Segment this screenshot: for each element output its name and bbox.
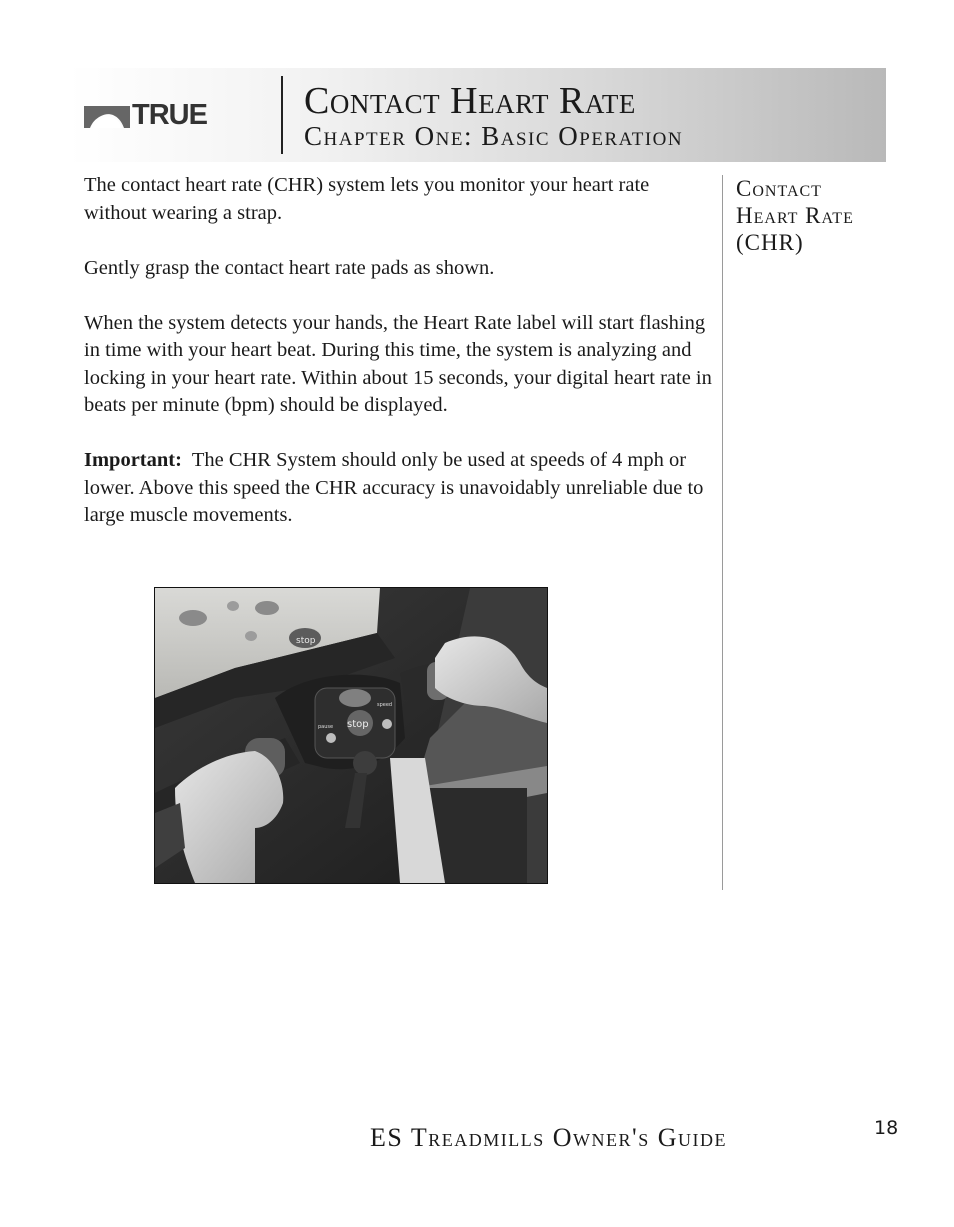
handlebar-speed-label: speed (377, 702, 393, 708)
page-title: Contact Heart Rate (304, 80, 636, 122)
body-text (84, 172, 712, 557)
header-divider (281, 76, 283, 154)
footer-guide-title: ES Treadmills Owner's Guide (370, 1123, 727, 1152)
sidebar-line-1: Contact (736, 176, 822, 201)
paragraph-intro: The contact heart rate (CHR) system lets you monitor your heart rate without wearing a strap. (84, 174, 650, 224)
sidebar-rule (722, 175, 723, 890)
sidebar-line-3: (CHR) (736, 230, 804, 255)
paragraph-grasp: Gently grasp the contact heart rate pads as shown. (84, 256, 495, 279)
paragraph-important (84, 447, 712, 530)
sidebar-line-2: Heart Rate (736, 203, 854, 228)
chapter-subtitle: Chapter One: Basic Operation (304, 121, 684, 151)
handlebar-stop-label: stop (347, 719, 369, 730)
chr-photo (154, 587, 548, 884)
important-label: Important: (84, 449, 182, 471)
important-text: The CHR System should only be used at speeds of 4 mph or lower. Above this speed the CHR accuracy is unavoidably unreliable due to large muscle movements. (84, 449, 704, 526)
true-logo-mark-icon (84, 102, 130, 128)
paragraph-detection: When the system detects your hands, the Heart Rate label will start flashing in time with your heart beat. During this time, the system is analyzing and locking in your heart rate. Within about 15 seconds, your digital heart rate in beats per minute (bpm) should be displayed. (84, 311, 712, 416)
chr-photo-illustration (155, 588, 547, 883)
true-logo (84, 99, 254, 131)
handlebar-pause-label: pause (318, 724, 334, 730)
page-number: 18 (874, 1117, 899, 1139)
sidebar-topic (736, 175, 906, 256)
console-stop-label: stop (296, 636, 316, 646)
brand-wordmark: TRUE (132, 99, 207, 131)
